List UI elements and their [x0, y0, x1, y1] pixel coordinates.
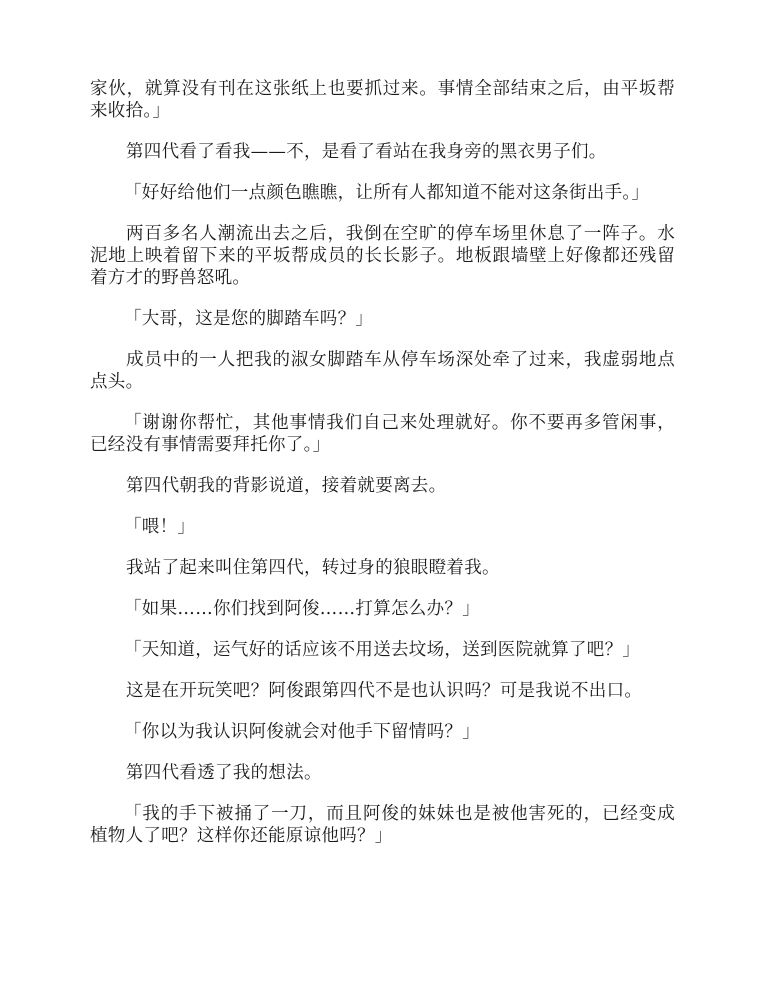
paragraph-5: 「大哥，这是您的脚踏车吗？」	[124, 309, 374, 329]
document-page	[90, 78, 675, 866]
paragraph-8: 第四代朝我的背影说道，接着就要离去。	[126, 476, 447, 496]
paragraph-16: 「我的手下被捅了一刀，而且阿俊的妹妹也是被他害死的，已经变成植物人了吧？这样你还能原谅他吗？」	[90, 804, 675, 846]
paragraph-13: 这是在开玩笑吧？阿俊跟第四代不是也认识吗？可是我说不出口。	[126, 681, 643, 701]
paragraph-4: 两百多名人潮流出去之后，我倒在空旷的停车场里休息了一阵子。水泥地上映着留下来的平坂帮成员的长长影子。地板跟墙壁上好像都还残留着方才的野兽怒吼。	[90, 224, 675, 288]
paragraph-11: 「如果……你们找到阿俊……打算怎么办？」	[124, 599, 480, 619]
paragraph-6: 成员中的一人把我的淑女脚踏车从停车场深处牵了过来，我虚弱地点点头。	[90, 350, 675, 392]
paragraph-15: 第四代看透了我的想法。	[126, 763, 322, 783]
paragraph-2: 第四代看了看我——不，是看了看站在我身旁的黑衣男子们。	[126, 142, 607, 162]
paragraph-10: 我站了起来叫住第四代，转过身的狼眼瞪着我。	[126, 558, 500, 578]
paragraph-1: 家伙，就算没有刊在这张纸上也要抓过来。事情全部结束之后，由平坂帮来收拾。」	[90, 79, 675, 121]
paragraph-12: 「天知道，运气好的话应该不用送去坟场，送到医院就算了吧？」	[124, 640, 641, 660]
paragraph-14: 「你以为我认识阿俊就会对他手下留情吗？」	[124, 722, 480, 742]
paragraph-3: 「好好给他们一点颜色瞧瞧，让所有人都知道不能对这条街出手。」	[124, 183, 650, 203]
paragraph-7: 「谢谢你帮忙，其他事情我们自己来处理就好。你不要再多管闲事，已经没有事情需要拜托你了。」	[90, 413, 675, 455]
paragraph-9: 「喂！」	[124, 517, 196, 537]
